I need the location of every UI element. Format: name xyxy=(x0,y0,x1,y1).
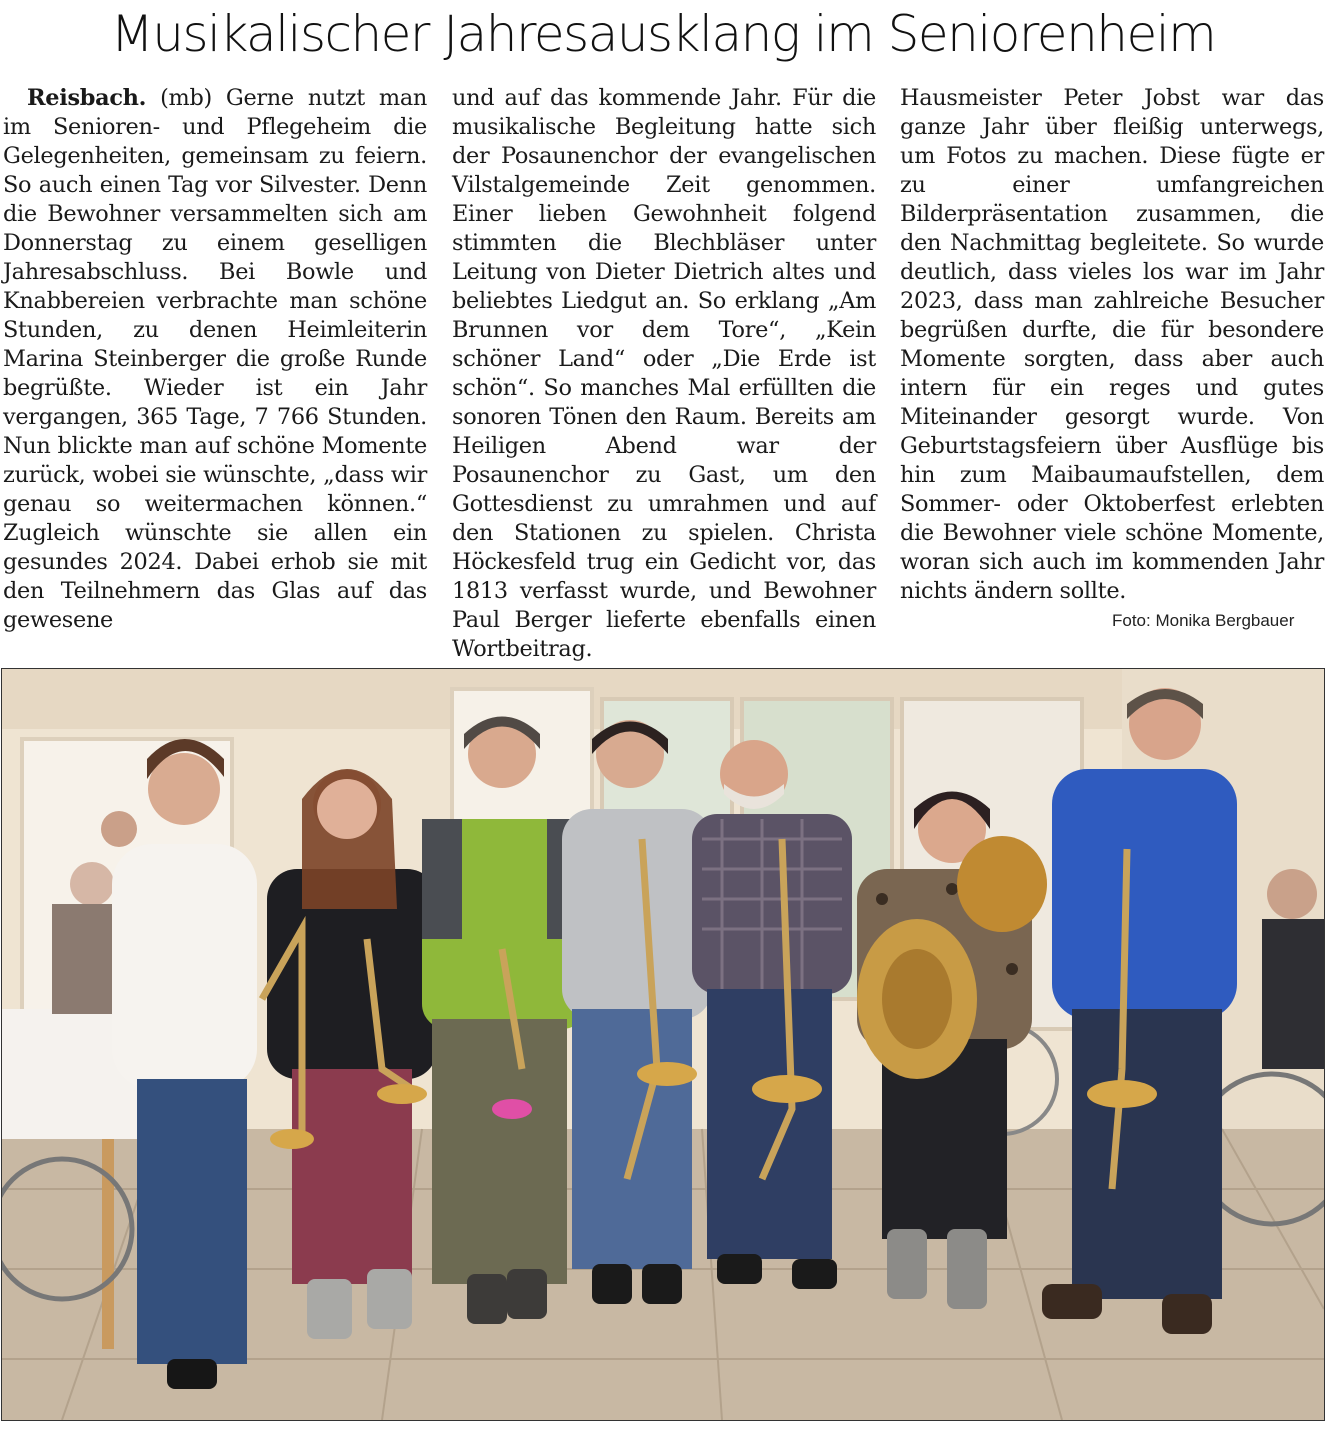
article-column-1 xyxy=(3,84,427,635)
headline: Musikalischer Jahresausklang im Seniorenheim xyxy=(110,5,1216,63)
column-2-text: und auf das kommende Jahr. Für die musikalische Begleitung hatte sich der Posaunenchor der evangelischen Vilstalgemeinde Zeit genommen. Einer lieben Gewohnheit folgend stimmten die Blechbläser unter Leitung von Dieter Dietrich altes und beliebtes Liedgut an. So erklang „Am Brunnen vor dem Tore“, „Kein schöner Land“ oder „Die Erde ist schön“. So manches Mal erfüllten die sonoren Tönen den Raum. Bereits am Heiligen Abend war der Posaunenchor zu Gast, um den Gottesdienst zu umrahmen und auf den Stationen zu spielen. Christa Höckesfeld trug ein Gedicht vor, das 1813 verfasst wurde, und Bewohner Paul Berger lieferte ebenfalls einen Wortbeitrag. xyxy=(452,85,876,662)
group-photo xyxy=(1,668,1325,1421)
article-column-3 xyxy=(900,84,1324,606)
photo-credit: Foto: Monika Bergbauer xyxy=(1112,611,1295,630)
column-1-text: (mb) Gerne nutzt man im Senioren- und Pflegeheim die Gelegenheiten, gemeinsam zu feiern. So auch einen Tag vor Silvester. Denn die Bewohner versammelten sich am Donnerstag zu einem geselligen Jahresabschluss. Bei Bowle und Knabbereien verbrachte man schöne Stunden, zu denen Heimleiterin Marina Steinberger die große Runde begrüßte. Wieder ist ein Jahr vergangen, 365 Tage, 7 766 Stunden. Nun blickte man auf schöne Momente zurück, wobei sie wünschte, „dass wir genau so weitermachen können.“ Zugleich wünschte sie allen ein gesundes 2024. Dabei erhob sie mit den Teilnehmern das Glas auf das gewesene xyxy=(3,85,427,633)
article-column-2 xyxy=(452,84,876,664)
column-3-text: Hausmeister Peter Jobst war das ganze Jahr über fleißig unterwegs, um Fotos zu machen. Diese fügte er zu einer umfangreichen Bilderpräsentation zusammen, die den Nachmittag begleitete. So wurde deutlich, dass vieles los war im Jahr 2023, dass man zahlreiche Besucher begrüßen durfte, die für besondere Momente sorgten, dass aber auch intern für ein reges und gutes Miteinander gesorgt wurde. Von Geburtstagsfeiern über Ausflüge bis hin zum Maibaumaufstellen, dem Sommer- oder Oktoberfest erlebten die Bewohner viele schöne Momente, woran sich auch im kommenden Jahr nichts ändern sollte. xyxy=(900,85,1324,604)
dateline: Reisbach. xyxy=(27,85,147,111)
